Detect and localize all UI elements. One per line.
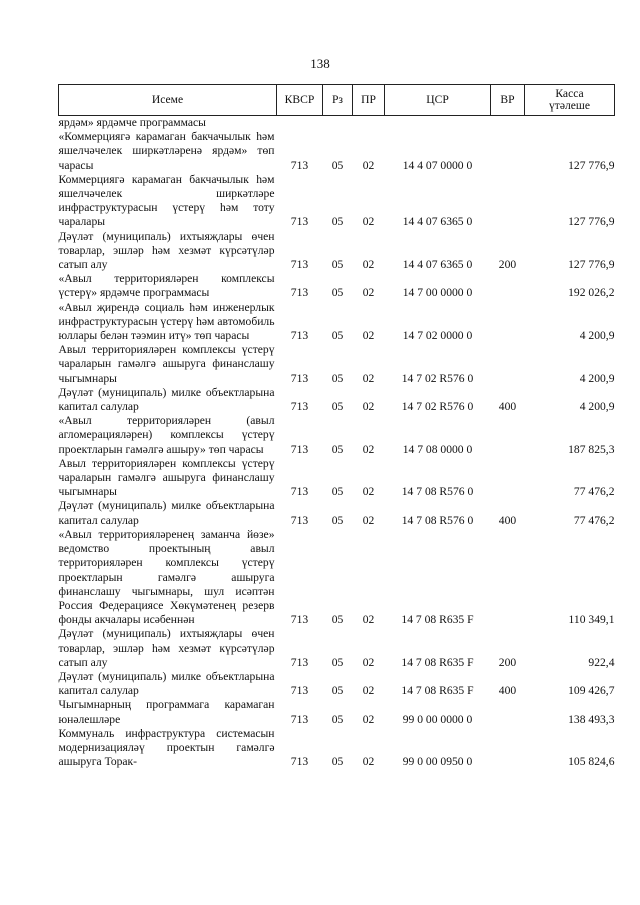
row-name: Дәүләт (муниципаль) ихтыяҗлары өчен товарлар, эшләр һәм хезмәт күрсәтүләр сатып алу <box>58 229 275 272</box>
row-kvsr: 713 <box>290 442 309 456</box>
row-csr: 14 7 08 R576 0 <box>401 513 474 527</box>
row-name: «Авыл территорияләрен комплексы үстерү» ярдәмче программасы <box>58 272 275 300</box>
row-name: «Авыл җирендә социаль һәм инженерлык инфраструктурасын үстерү һәм автомобиль юллары белән тәэмин итү» төп чарасы <box>58 300 275 343</box>
row-vr <box>491 528 525 627</box>
header-vr: ВР <box>491 85 525 116</box>
table-row <box>59 528 615 627</box>
row-kvsr: 713 <box>290 513 309 527</box>
row-name: Дәүләт (муниципаль) милке объектларына капитал салулар <box>58 669 275 698</box>
row-pr: 02 <box>362 215 375 229</box>
row-rz: 05 <box>331 215 344 229</box>
row-sum: 109 426,7 <box>568 684 615 698</box>
table-row <box>59 173 615 230</box>
header-sum-line1: Касса <box>555 87 584 100</box>
row-sum: 127 776,9 <box>568 215 615 229</box>
row-csr: 14 4 07 6365 0 <box>402 258 473 272</box>
row-kvsr: 713 <box>290 371 309 385</box>
row-pr: 02 <box>362 442 375 456</box>
row-rz: 05 <box>331 258 344 272</box>
row-vr <box>491 727 525 770</box>
row-sum: 4 200,9 <box>579 329 615 343</box>
row-sum: 77 476,2 <box>573 485 615 499</box>
table-header <box>59 85 615 116</box>
row-vr <box>491 272 525 300</box>
row-pr: 02 <box>362 755 375 769</box>
row-sum: 4 200,9 <box>579 400 615 414</box>
table-row <box>59 627 615 670</box>
row-vr <box>491 457 525 500</box>
row-pr: 02 <box>362 655 375 669</box>
row-kvsr: 713 <box>290 215 309 229</box>
row-kvsr: 713 <box>290 400 309 414</box>
row-vr <box>491 698 525 726</box>
row-csr: 14 7 02 R576 0 <box>401 400 474 414</box>
header-pr: ПР <box>353 85 385 116</box>
header-sum <box>525 85 615 116</box>
row-name: «Коммерциягә карамаган бакчачылык һәм яшелчәчелек ширкәтләренә ярдәм» төп чарасы <box>58 130 275 172</box>
row-kvsr: 713 <box>290 684 309 698</box>
table-row <box>59 499 615 527</box>
budget-table <box>58 84 615 769</box>
row-kvsr <box>277 116 323 131</box>
row-pr: 02 <box>362 329 375 343</box>
row-kvsr: 713 <box>290 329 309 343</box>
row-csr: 14 7 02 0000 0 <box>402 329 473 343</box>
row-sum: 127 776,9 <box>568 158 615 172</box>
header-rz: Рз <box>323 85 353 116</box>
row-pr: 02 <box>362 371 375 385</box>
row-pr: 02 <box>362 513 375 527</box>
row-name: Дәүләт (муниципаль) милке объектларына капитал салулар <box>58 499 275 527</box>
table-row <box>59 414 615 457</box>
row-rz <box>323 116 353 131</box>
row-sum: 77 476,2 <box>573 513 615 527</box>
row-pr: 02 <box>362 712 375 726</box>
row-pr: 02 <box>362 286 375 300</box>
table-row <box>59 698 615 726</box>
row-rz: 05 <box>331 329 344 343</box>
row-name: Авыл территорияләрен комплексы үстерү чараларын гамәлгә ашыруга финанслашу чыгымнары <box>58 456 275 499</box>
row-kvsr: 713 <box>290 485 309 499</box>
header-sum-line2: үтәлеше <box>548 99 590 112</box>
row-csr: 14 7 08 0000 0 <box>402 442 473 456</box>
row-csr: 99 0 00 0000 0 <box>402 712 473 726</box>
row-name: Коммуналь инфраструктура системасын модернизацияләү проектын гамәлгә ашыруга Торак- <box>58 726 275 769</box>
header-name: Исеме <box>59 85 277 116</box>
table-row <box>59 116 615 131</box>
row-name: Авыл территорияләрен комплексы үстерү чараларын гамәлгә ашыруга финанслашу чыгымнары <box>58 343 275 385</box>
row-rz: 05 <box>331 712 344 726</box>
row-rz: 05 <box>331 485 344 499</box>
row-vr <box>491 414 525 457</box>
row-vr: 200 <box>498 655 517 669</box>
row-pr: 02 <box>362 485 375 499</box>
row-csr: 14 7 08 R576 0 <box>401 485 474 499</box>
row-sum <box>525 116 615 131</box>
row-csr: 14 7 00 0000 0 <box>402 286 473 300</box>
row-vr <box>491 116 525 131</box>
budget-table-container <box>58 84 614 769</box>
row-sum: 138 493,3 <box>568 712 615 726</box>
row-pr <box>353 116 385 131</box>
row-kvsr: 713 <box>290 712 309 726</box>
row-pr: 02 <box>362 158 375 172</box>
header-csr: ЦСР <box>385 85 491 116</box>
row-kvsr: 713 <box>290 755 309 769</box>
table-row <box>59 670 615 698</box>
row-rz: 05 <box>331 613 344 627</box>
page-number: 138 <box>310 56 330 71</box>
row-name: Дәүләт (муниципаль) ихтыяҗлары өчен товарлар, эшләр һәм хезмәт күрсәтүләр сатып алу <box>58 627 275 669</box>
row-name: Дәүләт (муниципаль) милке объектларына капитал салулар <box>58 385 275 414</box>
row-sum: 187 825,3 <box>568 442 615 456</box>
row-rz: 05 <box>331 371 344 385</box>
table-row <box>59 727 615 770</box>
row-vr: 400 <box>498 513 517 527</box>
row-name: «Авыл территорияләрен (авыл агломерацияләрен) комплексы үстерү проектларын гамәлгә ашыру» төп чарасы <box>58 414 275 456</box>
row-sum: 922,4 <box>588 655 615 669</box>
row-name: «Авыл территорияләренең заманча йөзе» ведомство проектының авыл территорияләрен комплексы үстерү проектларын гамәлгә ашыруга финанслашу чыгымнары, шул исәптән Россия Федерациясе Хөкүмәтенең резерв фонды акчалары исәбеннән <box>58 527 275 627</box>
table-row <box>59 301 615 344</box>
row-csr: 99 0 00 0950 0 <box>402 755 473 769</box>
row-kvsr: 713 <box>290 286 309 300</box>
row-rz: 05 <box>331 400 344 414</box>
row-rz: 05 <box>331 684 344 698</box>
row-kvsr: 713 <box>290 613 309 627</box>
row-name: Коммерциягә карамаган бакчачылык һәм яшелчәчелек ширкәтләре инфраструктурасын үстерү һәм тоту чаралары <box>58 172 275 229</box>
row-pr: 02 <box>362 400 375 414</box>
row-csr: 14 7 08 R635 F <box>401 684 474 698</box>
row-name: ярдәм» ярдәмче программасы <box>58 116 206 129</box>
row-pr: 02 <box>362 684 375 698</box>
table-body <box>59 116 615 770</box>
row-pr: 02 <box>362 613 375 627</box>
row-kvsr: 713 <box>290 258 309 272</box>
row-name: Чыгымнарның программага карамаган юнәлешләре <box>58 698 275 726</box>
row-vr: 400 <box>498 400 517 414</box>
row-sum: 127 776,9 <box>568 258 615 272</box>
table-row <box>59 386 615 414</box>
row-csr: 14 7 02 R576 0 <box>401 371 474 385</box>
row-vr <box>491 173 525 230</box>
row-pr: 02 <box>362 258 375 272</box>
row-csr: 14 7 08 R635 F <box>401 613 474 627</box>
row-kvsr: 713 <box>290 655 309 669</box>
row-vr: 200 <box>498 258 517 272</box>
table-row <box>59 272 615 300</box>
row-vr: 400 <box>498 684 517 698</box>
row-sum: 110 349,1 <box>568 613 615 627</box>
row-kvsr: 713 <box>290 158 309 172</box>
row-sum: 192 026,2 <box>568 286 615 300</box>
row-vr <box>491 130 525 173</box>
table-row <box>59 457 615 500</box>
row-rz: 05 <box>331 158 344 172</box>
row-rz: 05 <box>331 442 344 456</box>
row-vr <box>491 343 525 386</box>
row-csr: 14 4 07 6365 0 <box>402 215 473 229</box>
row-sum: 4 200,9 <box>579 371 615 385</box>
table-row <box>59 343 615 386</box>
row-rz: 05 <box>331 655 344 669</box>
row-rz: 05 <box>331 513 344 527</box>
row-csr <box>385 116 491 131</box>
row-rz: 05 <box>331 286 344 300</box>
row-csr: 14 4 07 0000 0 <box>402 158 473 172</box>
row-vr <box>491 301 525 344</box>
row-csr: 14 7 08 R635 F <box>401 655 474 669</box>
table-row <box>59 130 615 173</box>
header-kvsr: КВСР <box>277 85 323 116</box>
row-rz: 05 <box>331 755 344 769</box>
row-sum: 105 824,6 <box>568 755 615 769</box>
table-row <box>59 230 615 273</box>
